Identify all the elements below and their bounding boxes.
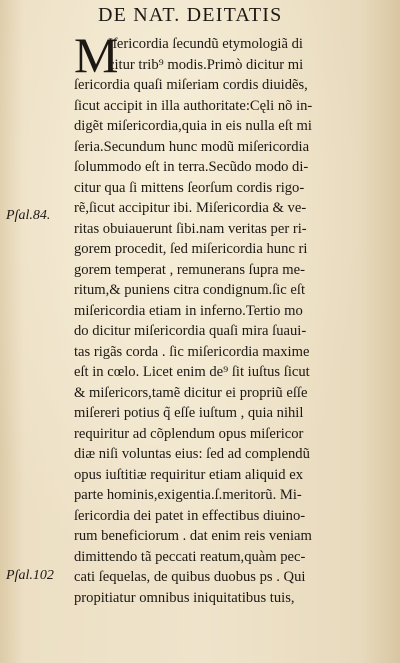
text-line: & miſericors,tamẽ dicitur ei propriũ eſſe (74, 384, 308, 401)
text-line: propitiatur omnibus iniquitatibus tuis, (74, 589, 295, 606)
text-line: gorem procedit, ſed miſericordia hunc ri (74, 241, 308, 257)
text-line: do dicitur miſericordia quaſi mira ſuaui- (74, 323, 307, 339)
text-line: parte hominis,exigentia.ſ.meritorũ. Mi- (74, 487, 302, 503)
text-line: ritum,& puniens citra condignum.ſic eſt (74, 282, 306, 298)
text-line: digẽt miſericordia,quia in eis nulla eſt mi (74, 118, 312, 134)
text-line: diæ niſi voluntas eius: ſed ad complendũ (74, 446, 310, 462)
text-line: miſericordia etiam in inferno.Tertio mo (74, 302, 303, 319)
text-line: citur qua ſi mittens ſeorſum cordis rigo- (74, 179, 305, 196)
text-line: ſericordia dei patet in effectibus diuino- (74, 507, 306, 524)
text-line: requiritur ad cõplendum opus miſericor (74, 425, 304, 442)
body-text (74, 27, 392, 608)
margin-note-psalm-84: Pſal.84. (6, 208, 51, 223)
text-line: ſicut accipit in illa authoritate:Cęli nõ in- (74, 97, 313, 114)
text-line: Iſericordia ſecundũ etymologiã di (108, 36, 303, 52)
text-line: rum beneficiorum . dat enim reis veniam (74, 528, 312, 544)
margin-note-psalm-102: Pſal.102 (6, 568, 54, 583)
text-line: miſereri potius q̃ eſſe iuſtum , quia nihil (74, 405, 304, 421)
text-line: ritas obuiauerunt ſibi.nam veritas per ri- (74, 220, 307, 237)
text-line: citur trib⁹ modis.Primò dicitur mi (108, 56, 304, 73)
text-line: ſeria.Secundum hunc modũ miſericordia (74, 138, 310, 155)
text-line: ſolummodo eſt in terra.Secũdo modo di- (74, 159, 309, 175)
text-line: cati ſequelas, de quibus duobus ps . Qui (74, 569, 306, 585)
text-line: eſt in cœlo. Licet enim de⁹ ſit iuſtus ſicut (74, 364, 310, 380)
text-line: gorem temperat , remunerans ſupra me- (74, 261, 305, 278)
text-line: opus iuſtitiæ requiritur etiam aliquid ex (74, 466, 304, 483)
text-line: rẽ,ſicut accipitur ibi. Miſericordia & ve- (74, 200, 307, 216)
running-head: DE NAT. DEITATIS (98, 4, 283, 26)
text-line: ſericordia quaſi miſeriam cordis diuidẽs, (74, 77, 308, 93)
drop-cap: M (74, 27, 119, 83)
text-line: dimittendo tã peccati reatum,quàm pec- (74, 548, 306, 565)
text-line: tas rigãs corda . ſic miſericordia maxime (74, 343, 310, 360)
